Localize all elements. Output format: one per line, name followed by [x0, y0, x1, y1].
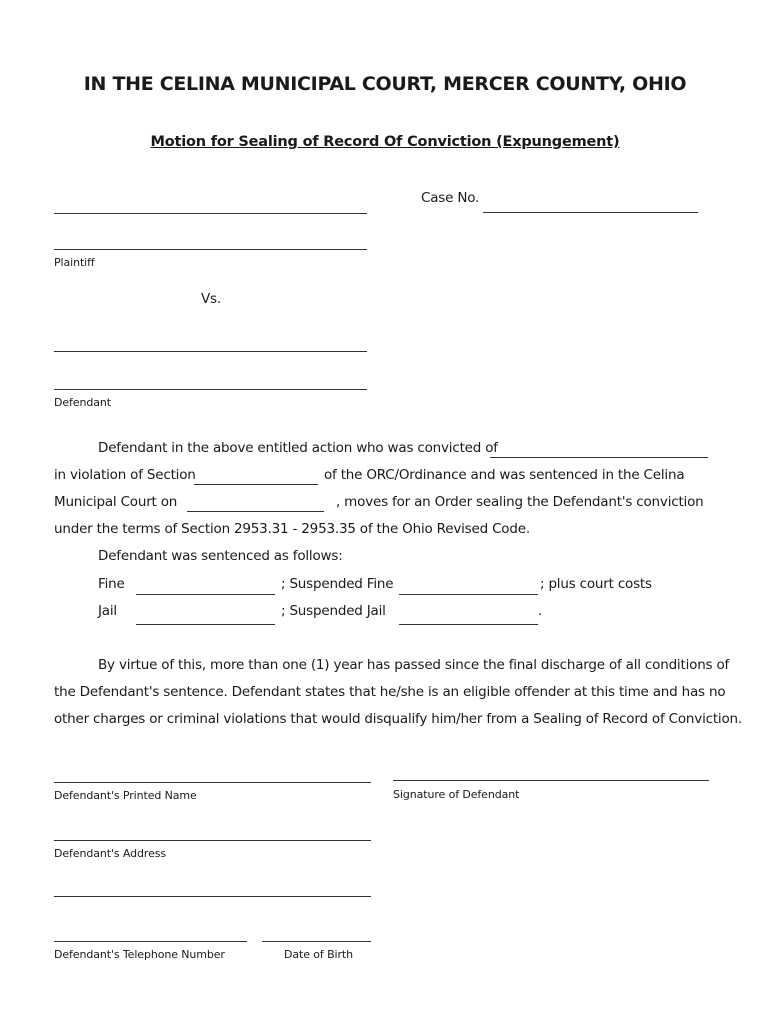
dob-label: Date of Birth [284, 948, 353, 961]
convicted-of-field[interactable] [490, 457, 708, 458]
plaintiff-line-1[interactable] [54, 213, 367, 214]
telephone-label: Defendant's Telephone Number [54, 948, 225, 961]
plaintiff-label: Plaintiff [54, 256, 95, 269]
defendant-line-2[interactable] [54, 389, 367, 390]
court-title: IN THE CELINA MUNICIPAL COURT, MERCER COUNTY, OHIO [83, 73, 687, 95]
fine-field[interactable] [136, 594, 275, 595]
text-municipal-court-on: Municipal Court on [54, 494, 178, 510]
text-under-terms: under the terms of Section 2953.31 - 2953.35 of the Ohio Revised Code. [54, 521, 530, 537]
section-field[interactable] [194, 484, 318, 485]
address-label: Defendant's Address [54, 847, 167, 860]
text-convicted-of: Defendant in the above entitled action who was convicted of [98, 440, 498, 456]
jail-field[interactable] [136, 624, 275, 625]
telephone-field[interactable] [54, 941, 247, 942]
paragraph2-line2: the Defendant's sentence. Defendant states that he/she is an eligible offender at this time and has no [54, 684, 726, 700]
text-orc: of the ORC/Ordinance and was sentenced in the Celina [324, 467, 685, 483]
case-no-field[interactable] [483, 212, 698, 213]
address-field-2[interactable] [54, 896, 371, 897]
vs-label: Vs. [201, 291, 221, 307]
plaintiff-line-2[interactable] [54, 249, 367, 250]
fine-label: Fine [98, 576, 125, 592]
printed-name-label: Defendant's Printed Name [54, 789, 197, 802]
signature-field[interactable] [393, 780, 709, 781]
suspended-fine-field[interactable] [399, 594, 538, 595]
paragraph2-line1: By virtue of this, more than one (1) year has passed since the final discharge of all conditions of [98, 657, 730, 673]
text-moves: , moves for an Order sealing the Defendant's conviction [336, 494, 704, 510]
suspended-jail-field[interactable] [399, 624, 538, 625]
defendant-label: Defendant [54, 396, 111, 409]
signature-label: Signature of Defendant [393, 788, 520, 801]
text-in-violation: in violation of Section [54, 467, 196, 483]
jail-label: Jail [98, 603, 117, 619]
suspended-jail-label: ; Suspended Jail [281, 603, 386, 619]
motion-title: Motion for Sealing of Record Of Conviction (Expungement) [150, 134, 620, 150]
address-field[interactable] [54, 840, 371, 841]
suspended-jail-period: . [538, 603, 543, 619]
case-no-label: Case No. [421, 190, 480, 206]
printed-name-field[interactable] [54, 782, 371, 783]
defendant-line-1[interactable] [54, 351, 367, 352]
court-costs-label: ; plus court costs [540, 576, 652, 592]
sentence-date-field[interactable] [187, 511, 324, 512]
text-sentenced-as: Defendant was sentenced as follows: [98, 548, 343, 564]
dob-field[interactable] [262, 941, 371, 942]
paragraph2-line3: other charges or criminal violations that would disqualify him/her from a Sealing of Record of Conviction. [54, 711, 742, 727]
suspended-fine-label: ; Suspended Fine [281, 576, 394, 592]
